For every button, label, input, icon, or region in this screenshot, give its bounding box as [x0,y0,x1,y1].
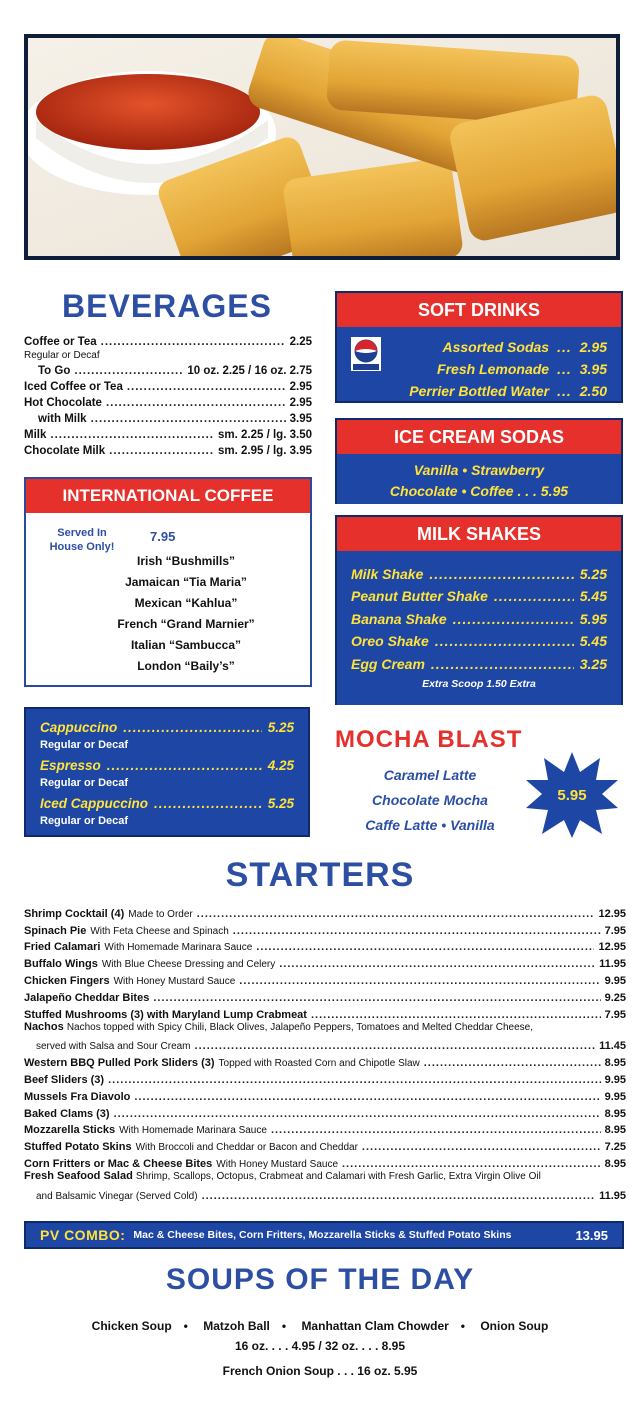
list-item: Hot Chocolate ..... 2.95 [24,393,312,409]
list-item: Jalapeño Cheddar Bites ..... 9.25 [24,987,626,1004]
list-item: with Milk ..... 3.95 [24,409,312,425]
list-item: Shrimp Cocktail (4) Made to Order ..... 12.95 [24,903,626,920]
list-item-note: Regular or Decaf [24,350,100,361]
french-onion-soup: French Onion Soup . . . 16 oz. 5.95 [222,1364,418,1378]
starters-title: STARTERS [225,856,415,894]
list-item: Onion Soup [480,1319,549,1333]
international-coffee-box [24,477,312,687]
mocha-blast-title: MOCHA BLAST [335,726,523,753]
ice-cream-sodas-box [335,418,623,504]
list-item: To Go ..... 10 oz. 2.25 / 16 oz. 2.75 [24,361,312,377]
list-item: Baked Clams (3) ..... 8.95 [24,1103,626,1120]
international-coffee-list [86,551,286,677]
list-item: Caramel Latte [383,767,477,783]
soup-pricing: 16 oz. . . . 4.95 / 32 oz. . . . 8.95 [234,1339,406,1353]
price-starburst-icon [524,750,620,840]
pepsi-logo-icon [351,337,381,371]
list-item: Nachos Nachos topped with Spicy Chili, Black Olives, Jalapeño Peppers, Tomatoes and Melted Cheddar Cheese, [24,1020,533,1033]
list-item: London “Baily’s” [137,659,235,673]
list-item: Peanut Butter Shake ..... 5.45 [351,582,607,605]
list-item: Chicken Fingers With Honey Mustard Sauce ..... 9.95 [24,970,626,987]
list-item: Matzoh Ball [203,1319,270,1333]
beverages-list [24,332,312,457]
soup-varieties: Chicken Soup • Matzoh Ball • Manhattan Clam Chowder • Onion Soup [91,1319,549,1333]
soft-drinks-box [335,291,623,403]
list-item: Manhattan Clam Chowder [301,1319,449,1333]
combo-description: Mac & Cheese Bites, Corn Fritters, Mozzarella Sticks & Stuffed Potato Skins [133,1229,512,1241]
list-item: Iced Coffee or Tea ..... 2.95 [24,377,312,393]
list-item: Chocolate Mocha [372,792,488,808]
list-item-continued: served with Salsa and Sour Cream ..... 11.45 [24,1036,626,1053]
list-item-continued: and Balsamic Vinegar (Served Cold) ..... 11.95 [24,1185,626,1202]
list-item: Corn Fritters or Mac & Cheese Bites With Honey Mustard Sauce ..... 8.95 [24,1153,626,1170]
soft-drinks-title: SOFT DRINKS [337,293,621,327]
list-item: Perrier Bottled Water ... 2.50 [351,377,607,399]
mocha-blast-price: 5.95 [557,787,587,804]
extra-scoop-note: Extra Scoop 1.50 Extra [422,677,536,690]
list-item: Spinach Pie With Feta Cheese and Spinach ..... 7.95 [24,920,626,937]
combo-price: 13.95 [575,1227,608,1243]
list-item: Caffe Latte • Vanilla [365,817,495,833]
list-item: Chicken Soup [91,1319,172,1333]
list-item: Beef Sliders (3) ..... 9.95 [24,1069,626,1086]
beverages-title: BEVERAGES [62,288,272,324]
list-item: Mozzarella Sticks With Homemade Marinara Sauce ..... 8.95 [24,1120,626,1137]
served-in-house-note: Served In House Only! [49,527,115,553]
ice-cream-sodas-title: ICE CREAM SODAS [337,420,621,454]
combo-label: PV COMBO: [40,1227,126,1243]
list-item: Espresso ..... 4.25 [40,755,294,773]
espresso-drinks-box [24,707,310,837]
list-item: Cappuccino ..... 5.25 [40,717,294,735]
soups-title: SOUPS OF THE DAY [165,1263,475,1296]
list-item: Coffee or Tea ..... 2.25 [24,332,312,348]
list-item: Italian “Sambucca” [130,638,242,652]
list-item: Fried Calamari With Homemade Marinara Sauce ..... 12.95 [24,937,626,954]
list-item: Mexican “Kahlua” [134,596,238,610]
hero-photo [24,34,620,260]
list-item-note: Regular or Decaf [40,777,129,789]
list-item: Egg Cream ..... 3.25 [351,649,607,672]
list-item: Buffalo Wings With Blue Cheese Dressing and Celery ..... 11.95 [24,953,626,970]
list-item-note: Regular or Decaf [40,815,129,827]
list-item: Stuffed Mushrooms (3) with Maryland Lump Crabmeat ..... 7.95 [24,1004,626,1021]
pv-combo-bar [24,1221,624,1249]
list-item: Milk Shake ..... 5.25 [351,559,607,582]
list-item: Jamaican “Tia Maria” [125,575,247,589]
milk-shakes-title: MILK SHAKES [337,517,621,551]
list-item-note: Regular or Decaf [40,739,129,751]
mozzarella-sticks-illustration [28,38,616,256]
list-item: Irish “Bushmills” [136,554,236,568]
milk-shakes-box [335,515,623,705]
starters-list [24,903,626,1202]
list-item: Banana Shake ..... 5.95 [351,604,607,627]
list-item: Assorted Sodas ... 2.95 [413,333,607,355]
international-coffee-price: 7.95 [150,529,176,544]
list-item: Iced Cappuccino ..... 5.25 [40,793,294,811]
list-item: Oreo Shake ..... 5.45 [351,627,607,650]
mocha-blast-list [330,763,530,838]
international-coffee-title: INTERNATIONAL COFFEE [26,479,310,513]
list-item: Fresh Seafood Salad Shrimp, Scallops, Octopus, Crabmeat and Calamari with Fresh Garlic, Extra Virgin Olive Oil [24,1169,541,1182]
list-item: Stuffed Potato Skins With Broccoli and Cheddar or Bacon and Cheddar ..... 7.25 [24,1136,626,1153]
list-item: Chocolate Milk ..... sm. 2.95 / lg. 3.95 [24,441,312,457]
ice-cream-sodas-line: Chocolate • Coffee . . . 5.95 [389,483,569,499]
list-item: Western BBQ Pulled Pork Sliders (3) Topped with Roasted Corn and Chipotle Slaw ..... 8.95 [24,1052,626,1069]
list-item: Fresh Lemonade ... 3.95 [413,355,607,377]
list-item: Milk ..... sm. 2.25 / lg. 3.50 [24,425,312,441]
list-item: Mussels Fra Diavolo ..... 9.95 [24,1086,626,1103]
list-item: French “Grand Marnier” [117,617,255,631]
ice-cream-sodas-line: Vanilla • Strawberry [413,462,545,478]
